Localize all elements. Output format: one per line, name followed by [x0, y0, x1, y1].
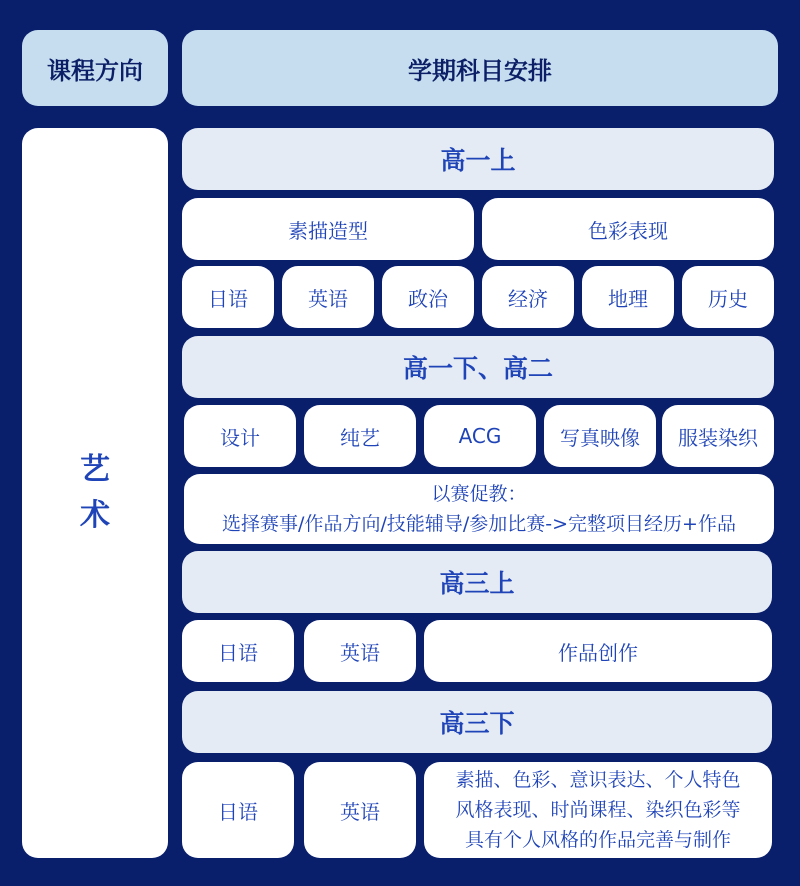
term1-major-color: 色彩表现	[482, 198, 774, 260]
term2-track-design: 设计	[184, 405, 296, 467]
term3-subject-japanese: 日语	[182, 620, 294, 682]
term2-track-acg: ACG	[424, 405, 536, 467]
term4-desc-line1: 素描、色彩、意识表达、个人特色	[455, 769, 741, 791]
header-direction: 课程方向	[22, 30, 168, 106]
term2-track-fine-art: 纯艺	[304, 405, 416, 467]
term2-note	[184, 474, 774, 544]
term3-title: 高三上	[182, 551, 772, 613]
term3-project: 作品创作	[424, 620, 772, 682]
term1-subject-geography: 地理	[582, 266, 674, 328]
term1-subject-japanese: 日语	[182, 266, 274, 328]
term3-subject-english: 英语	[304, 620, 416, 682]
term2-track-photo: 写真映像	[544, 405, 656, 467]
term1-subject-english: 英语	[282, 266, 374, 328]
direction-char-2: 术	[80, 498, 110, 533]
term1-title: 高一上	[182, 128, 774, 190]
term4-subject-japanese: 日语	[182, 762, 294, 858]
term4-desc-line3: 具有个人风格的作品完善与制作	[464, 829, 731, 851]
term4-subject-english: 英语	[304, 762, 416, 858]
term2-title: 高一下、高二	[182, 336, 774, 398]
term2-track-fashion: 服装染织	[662, 405, 774, 467]
term1-subject-history: 历史	[682, 266, 774, 328]
term1-subject-economics: 经济	[482, 266, 574, 328]
term1-major-sketch: 素描造型	[182, 198, 474, 260]
term4-desc-line2: 风格表现、时尚课程、染织色彩等	[455, 799, 741, 821]
term4-title: 高三下	[182, 691, 772, 753]
term2-note-line2: 选择赛事/作品方向/技能辅导/参加比赛->完整项目经历+作品	[222, 513, 736, 535]
term2-note-line1: 以赛促教：	[431, 483, 527, 505]
direction-art	[22, 128, 168, 858]
header-schedule: 学期科目安排	[182, 30, 778, 106]
term1-subject-politics: 政治	[382, 266, 474, 328]
term4-desc	[424, 762, 772, 858]
direction-char-1: 艺	[80, 452, 110, 487]
